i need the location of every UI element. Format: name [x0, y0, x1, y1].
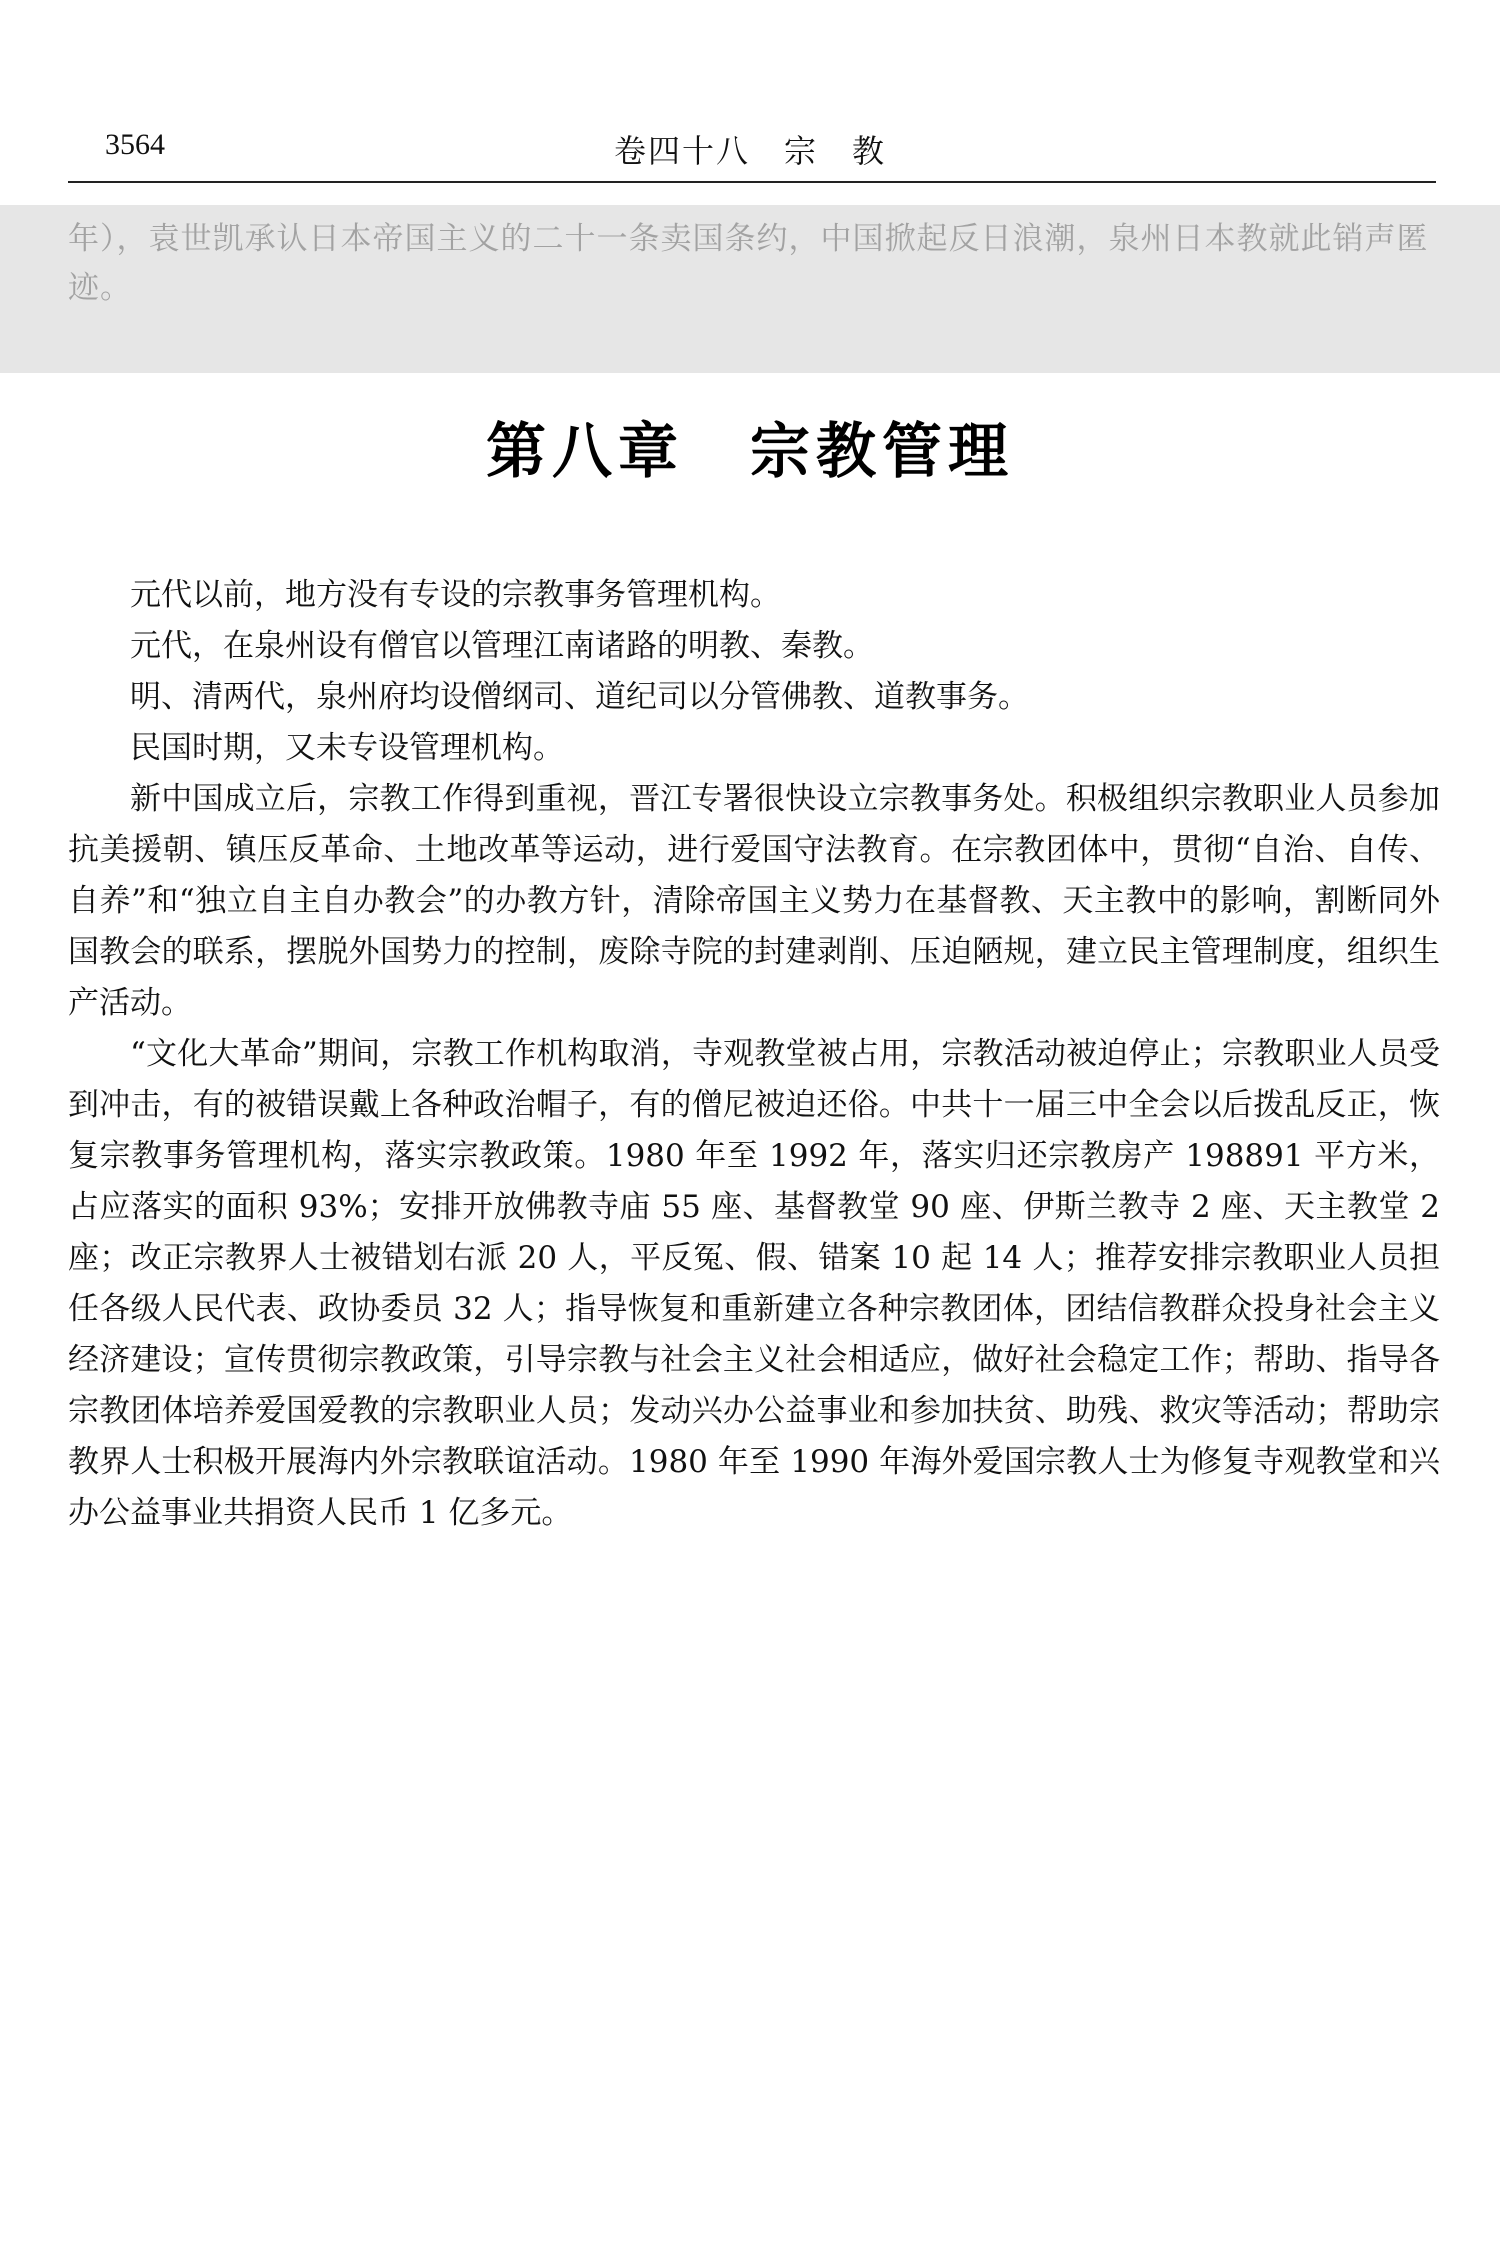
- previous-section-text: 年），袁世凯承认日本帝国主义的二十一条卖国条约，中国掀起反日浪潮，泉州日本教就此销声匿迹。: [68, 221, 1429, 306]
- paragraph: “文化大革命”期间，宗教工作机构取消，寺观教堂被占用，宗教活动被迫停止；宗教职业人员受到冲击，有的被错误戴上各种政治帽子，有的僧尼被迫还俗。中共十一届三中全会以后拨乱反正，恢复宗教事务管理机构，落实宗教政策。1980 年至 1992 年，落实归还宗教房产 198891 平方米，占应落实的面积 93%；安排开放佛教寺庙 55 座、基督教堂 90 座、伊斯兰教寺 2 座、天主教堂 2 座；改正宗教界人士被错划右派 20 人，平反冤、假、错案 10 起 14 人；推荐安排宗教职业人员担任各级人民代表、政协委员 32 人；指导恢复和重新建立各种宗教团体，团结信教群众投身社会主义经济建设；宣传贯彻宗教政策，引导宗教与社会主义社会相适应，做好社会稳定工作；帮助、指导各宗教团体培养爱国爱教的宗教职业人员；发动兴办公益事业和参加扶贫、助残、救灾等活动；帮助宗教界人士积极开展海内外宗教联谊活动。1980 年至 1990 年海外爱国宗教人士为修复寺观教堂和兴办公益事业共捐资人民币 1 亿多元。: [68, 1036, 1440, 1531]
- chapter-title: 第八章 宗教管理: [486, 417, 1014, 487]
- page-header: [0, 0, 1500, 190]
- chapter-body: [68, 570, 1440, 1539]
- paragraph: 民国时期，又未专设管理机构。: [130, 730, 564, 766]
- page-number: 3564: [105, 128, 165, 161]
- header-rule: [68, 181, 1436, 183]
- paragraph: 元代，在泉州设有僧官以管理江南诸路的明教、秦教。: [130, 628, 874, 664]
- paragraph: 明、清两代，泉州府均设僧纲司、道纪司以分管佛教、道教事务。: [130, 679, 1029, 715]
- paragraph: 新中国成立后，宗教工作得到重视，晋江专署很快设立宗教事务处。积极组织宗教职业人员参加抗美援朝、镇压反革命、土地改革等运动，进行爱国守法教育。在宗教团体中，贯彻“自治、自传、自养”和“独立自主自办教会”的办教方针，清除帝国主义势力在基督教、天主教中的影响，割断同外国教会的联系，摆脱外国势力的控制，废除寺院的封建剥削、压迫陋规，建立民主管理制度，组织生产活动。: [68, 781, 1440, 1021]
- running-title: 卷四十八 宗 教: [613, 132, 886, 170]
- paragraph: 元代以前，地方没有专设的宗教事务管理机构。: [130, 577, 781, 613]
